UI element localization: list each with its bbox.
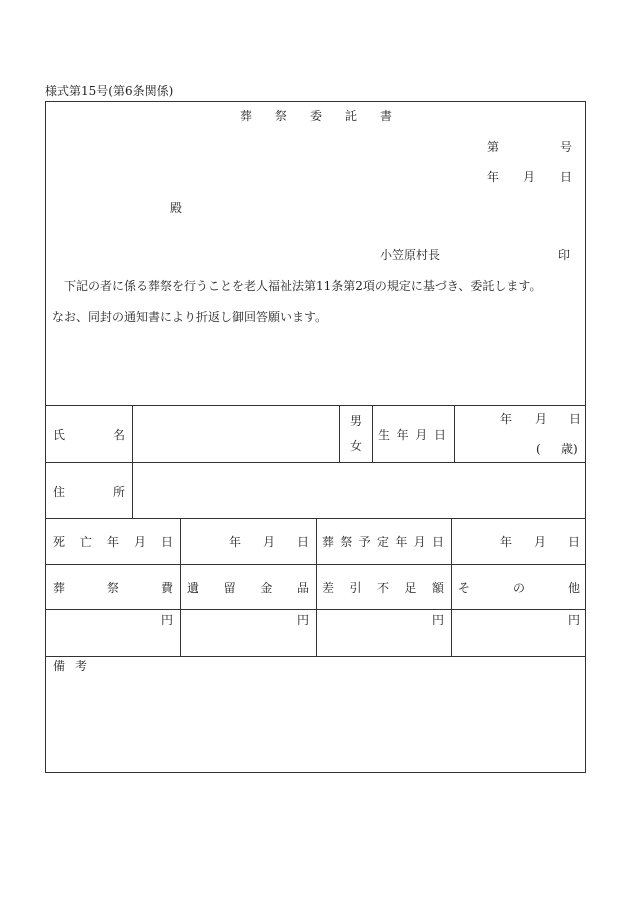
divider	[454, 405, 455, 462]
remarks-label: 備 考	[53, 659, 87, 673]
funeral-plan-date-label: 葬 祭 予 定 年 月 日	[322, 535, 444, 549]
shortfall-label: 差 引 不 足 額	[322, 581, 444, 595]
date-day: 日	[560, 170, 573, 184]
other-label: そ の 他	[458, 581, 580, 595]
divider	[45, 405, 586, 406]
date-month: 月	[523, 170, 536, 184]
funeral-cost-label: 葬 祭 費	[53, 581, 173, 595]
birthdate-label: 生 年 月 日	[378, 428, 446, 442]
body-line-1: 下記の者に係る葬祭を行うことを老人福祉法第11条第2項の規定に基づき、委託します。	[64, 279, 542, 293]
birth-day: 日	[569, 412, 582, 426]
divider	[180, 518, 181, 656]
document-title: 葬 祭 委 託 書	[240, 109, 392, 123]
divider	[45, 656, 586, 657]
other-yen: 円	[567, 613, 580, 627]
sex-female: 女	[350, 439, 363, 453]
seal-mark: 印	[558, 248, 571, 262]
date-year: 年	[487, 170, 500, 184]
body-line-2: なお、同封の通知書により折返し御回答願います。	[52, 310, 328, 324]
birth-year: 年	[500, 412, 513, 426]
sender-name: 小笠原村長	[380, 248, 441, 262]
divider	[132, 462, 133, 518]
death-date-value: 年 月 日	[229, 535, 309, 549]
form-frame	[45, 101, 586, 773]
funeral-plan-date-value: 年 月 日	[500, 535, 580, 549]
divider	[339, 405, 340, 462]
divider	[451, 518, 452, 656]
funeral-cost-yen: 円	[160, 613, 173, 627]
divider	[316, 518, 317, 656]
address-label: 住 所	[53, 485, 125, 499]
number-dai: 第	[487, 140, 500, 154]
addressee-suffix: 殿	[170, 201, 183, 215]
name-label: 氏 名	[53, 428, 125, 442]
divider	[45, 462, 586, 463]
age-close: 歳)	[561, 442, 578, 456]
divider	[132, 405, 133, 462]
estate-yen: 円	[296, 613, 309, 627]
divider	[372, 405, 373, 462]
death-date-label: 死 亡 年 月 日	[53, 535, 173, 549]
age-open: (	[536, 442, 541, 456]
estate-label: 遺 留 金 品	[187, 581, 309, 595]
sex-male: 男	[350, 414, 363, 428]
number-go: 号	[560, 140, 573, 154]
shortfall-yen: 円	[431, 613, 444, 627]
form-number-label: 様式第15号(第6条関係)	[45, 84, 174, 98]
birth-month: 月	[535, 412, 548, 426]
